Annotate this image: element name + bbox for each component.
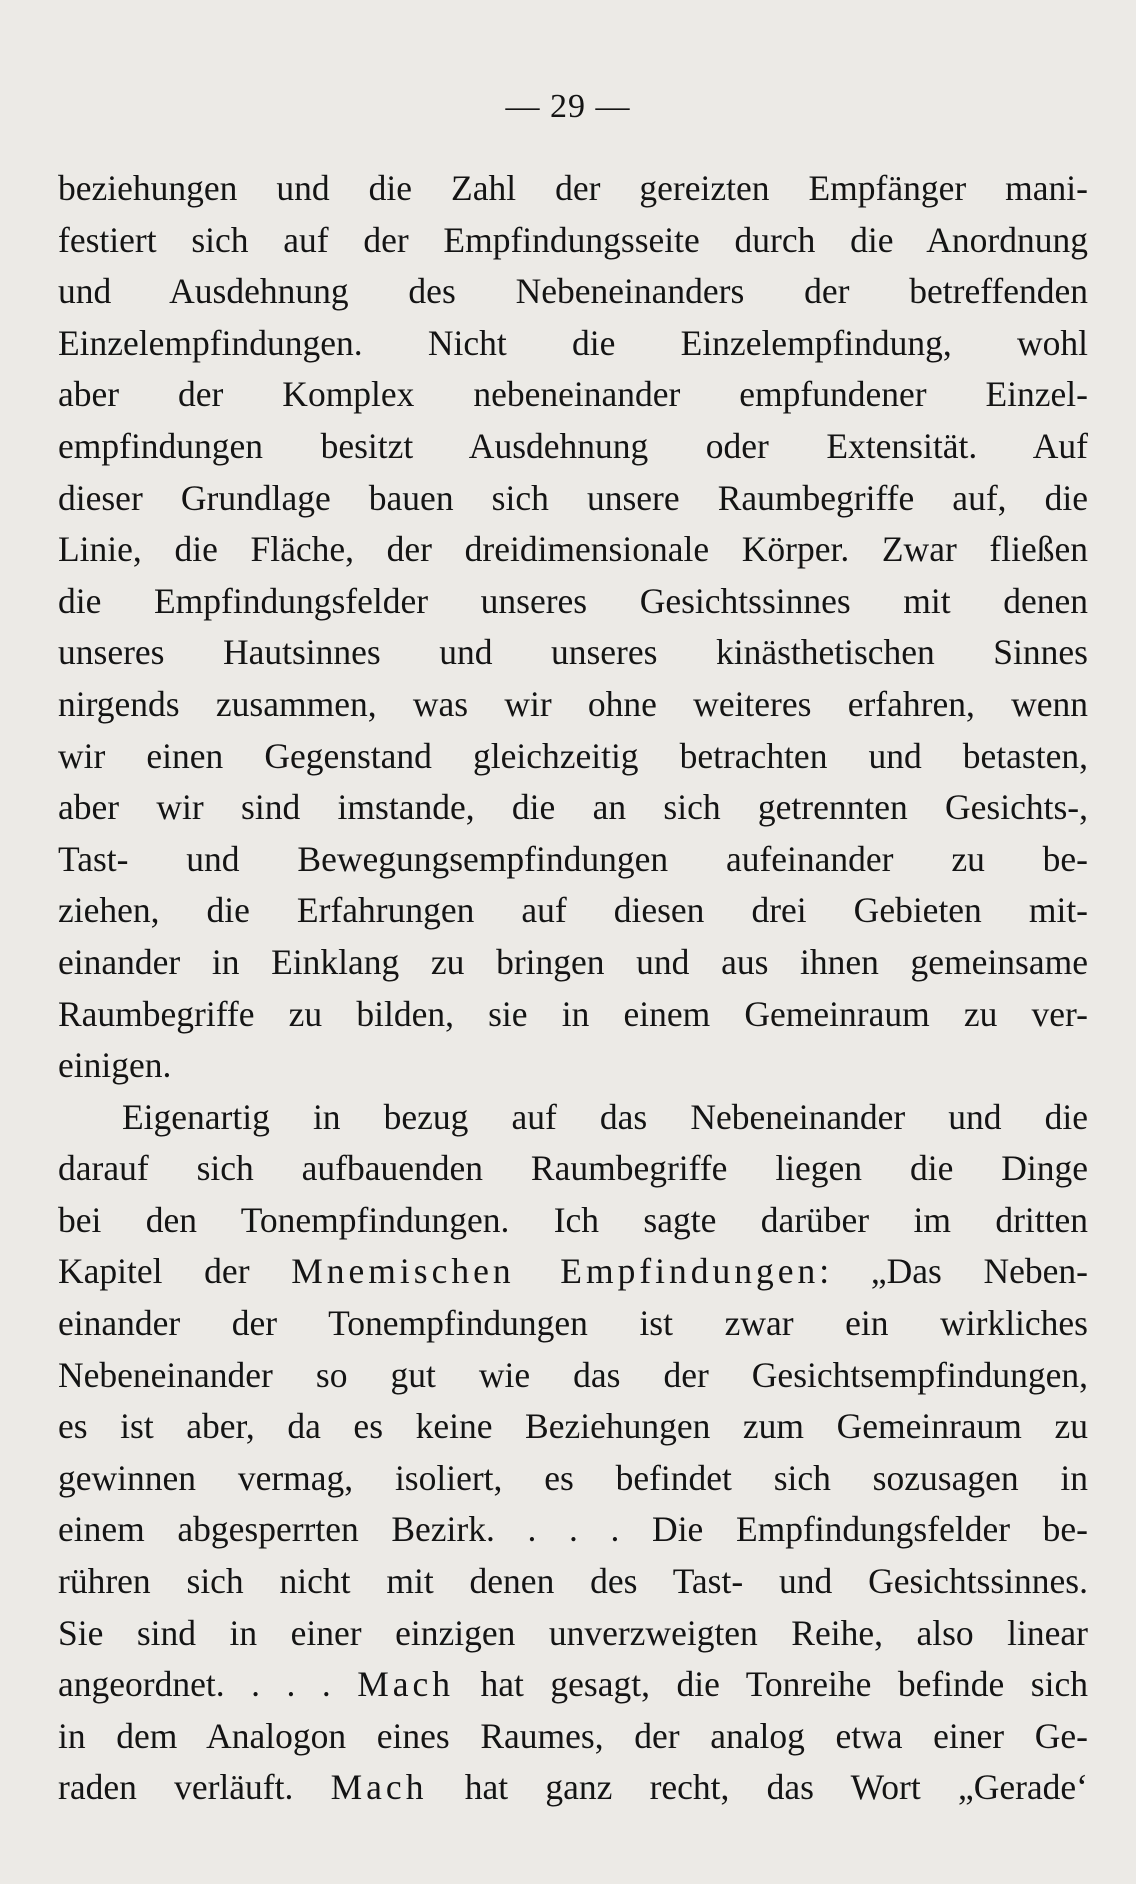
line-fragment: angeordnet. . . . bbox=[58, 1664, 358, 1705]
text-line-mach bbox=[58, 1659, 1088, 1711]
text-line: ziehen, die Erfahrungen auf diesen drei Gebieten mit- bbox=[58, 890, 1088, 931]
text-line: einem abgesperrten Bezirk. . . . Die Empfindungsfelder be- bbox=[58, 1509, 1088, 1550]
page-number-header: — 29 — bbox=[505, 88, 631, 125]
text-line: unseres Hautsinnes und unseres kinästhetischen Sinnes bbox=[58, 632, 1088, 673]
spaced-emphasis: Mach bbox=[330, 1767, 428, 1808]
text-line: Tast- und Bewegungsempfindungen aufeinander zu be- bbox=[58, 838, 1088, 879]
text-line: gewinnen vermag, isoliert, es befindet sich sozusagen in bbox=[58, 1457, 1088, 1498]
text-line: dieser Grundlage bauen sich unsere Raumbegriffe auf, die bbox=[58, 477, 1088, 518]
text-line: nirgends zusammen, was wir ohne weiteres erfahren, wenn bbox=[58, 683, 1088, 724]
text-line: aber wir sind imstande, die an sich getrennten Gesichts-, bbox=[58, 787, 1088, 828]
spaced-emphasis: Mach bbox=[357, 1664, 455, 1705]
line-fragment: : „Das Neben- bbox=[819, 1251, 1088, 1292]
text-line: empfindungen besitzt Ausdehnung oder Extensität. Auf bbox=[58, 425, 1088, 466]
line-fragment: hat gesagt, die Tonreihe befinde sich bbox=[454, 1664, 1088, 1705]
body-text bbox=[58, 163, 1088, 1814]
text-line: es ist aber, da es keine Beziehungen zum Gemeinraum zu bbox=[58, 1406, 1088, 1447]
spaced-emphasis: Mnemischen Empfindungen bbox=[291, 1251, 820, 1292]
text-line: die Empfindungsfelder unseres Gesichtssinnes mit denen bbox=[58, 580, 1088, 621]
text-line: bei den Tonempfindungen. Ich sagte darüber im dritten bbox=[58, 1199, 1088, 1240]
text-line-mach bbox=[58, 1762, 1088, 1814]
text-line: Nebeneinander so gut wie das der Gesichtsempfindungen, bbox=[58, 1354, 1088, 1395]
text-line: in dem Analogon eines Raumes, der analog etwa einer Ge- bbox=[58, 1715, 1088, 1756]
paragraph-start-line: Eigenartig in bezug auf das Nebeneinander und die bbox=[122, 1096, 1088, 1137]
text-line: Sie sind in einer einzigen unverzweigten Reihe, also linear bbox=[58, 1612, 1088, 1653]
line-fragment: hat ganz recht, das Wort „Gerade‘ bbox=[427, 1767, 1089, 1808]
text-line: wir einen Gegenstand gleichzeitig betrachten und betasten, bbox=[58, 735, 1088, 776]
text-line: rühren sich nicht mit denen des Tast- und Gesichtssinnes. bbox=[58, 1561, 1088, 1602]
text-line: aber der Komplex nebeneinander empfundener Einzel- bbox=[58, 374, 1088, 415]
text-line: einander in Einklang zu bringen und aus ihnen gemeinsame bbox=[58, 941, 1088, 982]
text-line: beziehungen und die Zahl der gereizten Empfänger mani- bbox=[58, 168, 1088, 208]
text-line: Raumbegriffe zu bilden, sie in einem Gemeinraum zu ver- bbox=[58, 993, 1088, 1034]
paragraph-end-line: einigen. bbox=[58, 1045, 172, 1086]
line-fragment: raden verläuft. bbox=[58, 1767, 331, 1808]
text-line: Einzelempfindungen. Nicht die Einzelempfindung, wohl bbox=[58, 322, 1088, 363]
text-line: festiert sich auf der Empfindungsseite durch die Anordnung bbox=[58, 219, 1088, 260]
line-fragment: Kapitel der bbox=[58, 1251, 292, 1292]
text-line: darauf sich aufbauenden Raumbegriffe liegen die Dinge bbox=[58, 1148, 1088, 1189]
text-line-kapitel bbox=[58, 1246, 1088, 1298]
text-line: und Ausdehnung des Nebeneinanders der betreffenden bbox=[58, 271, 1088, 312]
text-line: einander der Tonempfindungen ist zwar ein wirkliches bbox=[58, 1303, 1088, 1344]
text-line: Linie, die Fläche, der dreidimensionale Körper. Zwar fließen bbox=[58, 529, 1088, 570]
